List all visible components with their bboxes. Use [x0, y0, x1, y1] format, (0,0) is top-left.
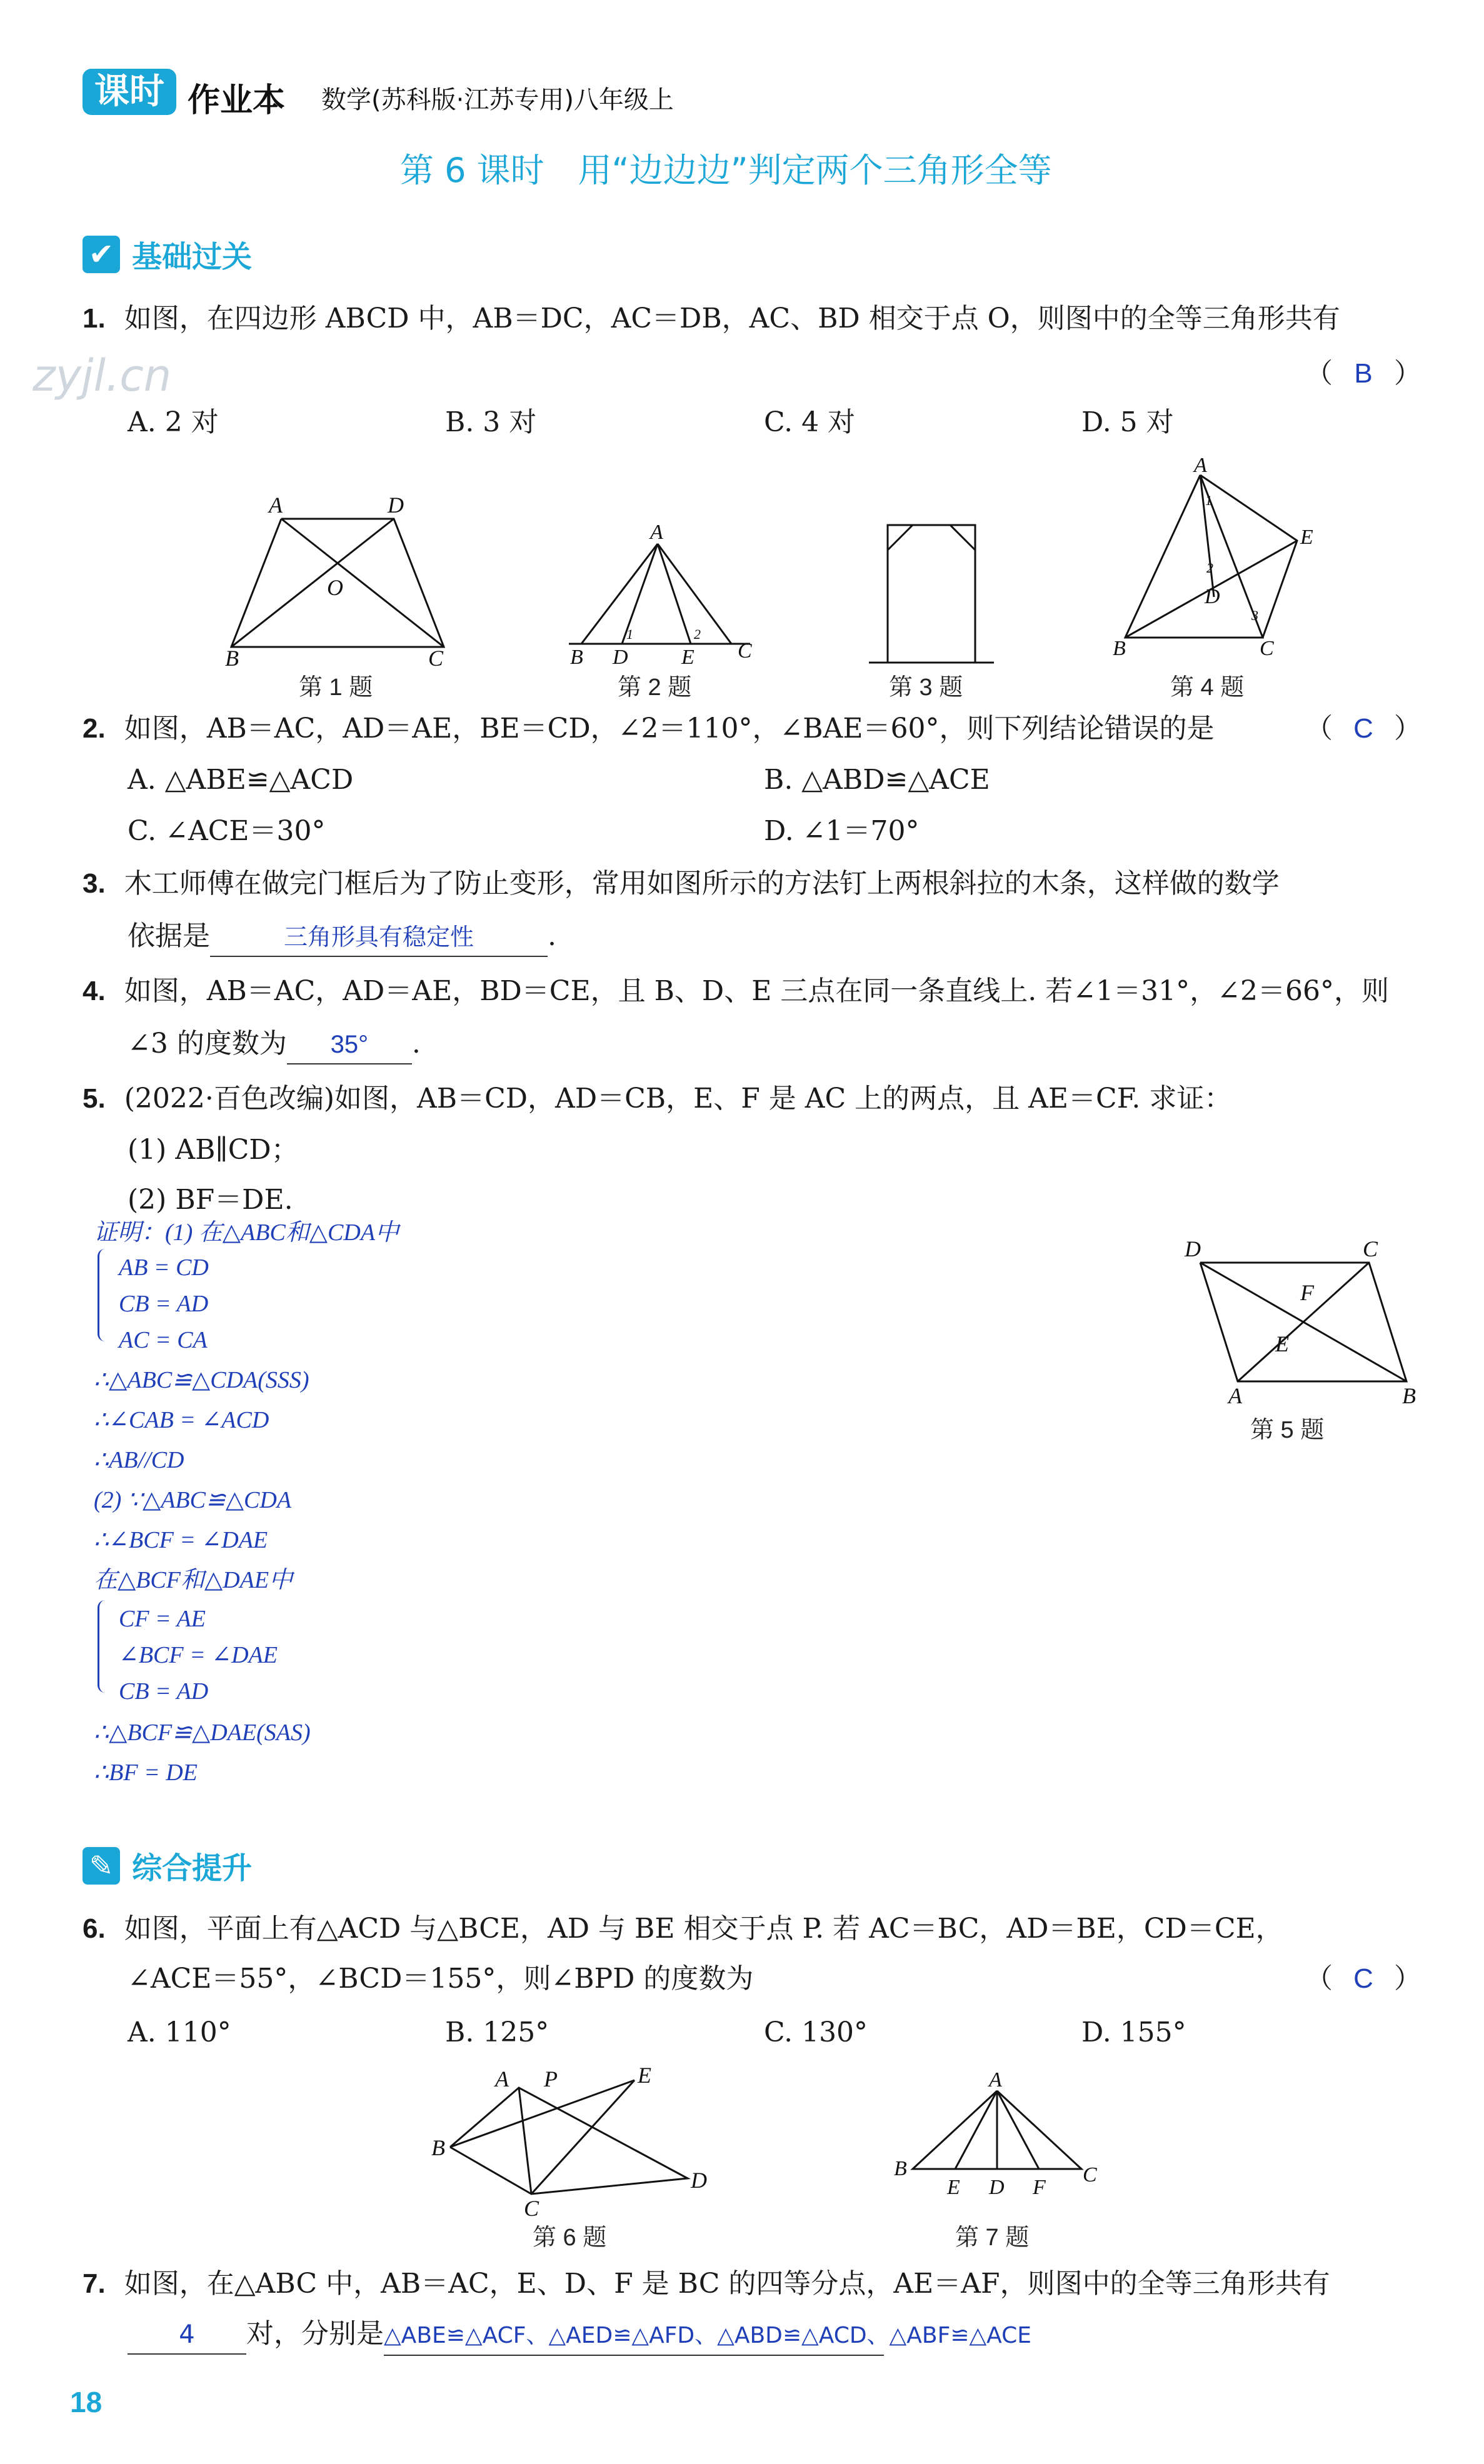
- q6-line2: ∠ACE＝55°，∠BCD＝155°，则∠BPD 的度数为: [128, 1963, 754, 1995]
- q7-line1: 如图，在△ABC 中，AB＝AC，E、D、F 是 BC 的四等分点，AE＝AF，则图中的全等三角形共有: [124, 2268, 1330, 2300]
- svg-text:A: A: [1194, 456, 1207, 477]
- section-advanced-label: 综合提升: [132, 1851, 253, 1886]
- proof-line: ∴∠CAB = ∠ACD: [94, 1407, 269, 1433]
- figure-4: [1106, 456, 1331, 669]
- q1-option-b: B. 3 对: [445, 406, 537, 438]
- q2-answer-value: C: [1353, 713, 1373, 744]
- figure-4-caption: 第 4 题: [1170, 674, 1245, 701]
- q6: [83, 1910, 1283, 1948]
- svg-text:A: A: [269, 493, 283, 518]
- svg-text:D: D: [613, 646, 628, 669]
- q6-option-a: A. 110°: [128, 2016, 231, 2048]
- svg-text:A: A: [495, 2066, 509, 2091]
- svg-text:E: E: [1275, 1331, 1289, 1356]
- figure-7: [888, 2069, 1100, 2213]
- q4-line1: 如图，AB＝AC，AD＝AE，BD＝CE，且 B、D、E 三点在同一条直线上. 若∠1＝31°，∠2＝66°，则: [124, 975, 1389, 1007]
- q4-answer: 35°: [330, 1031, 369, 1058]
- svg-text:B: B: [894, 2157, 907, 2180]
- q5-sub2: (2) BF＝DE.: [128, 1184, 293, 1216]
- q3-line2: [128, 918, 556, 957]
- q7: [83, 2265, 1330, 2303]
- q3-line1: 木工师傅在做完门框后为了防止变形，常用如图所示的方法钉上两根斜拉的木条，这样做的数学: [124, 868, 1280, 899]
- q4: [83, 973, 1389, 1010]
- q5-number: 5.: [83, 1083, 106, 1114]
- svg-text:B: B: [431, 2135, 445, 2160]
- q3-answer: 三角形具有稳定性: [283, 923, 474, 951]
- q5-sub1: (1) AB∥CD；: [128, 1134, 299, 1166]
- q5: [83, 1080, 1231, 1118]
- q2-text: 如图，AB＝AC，AD＝AE，BE＝CD，∠2＝110°，∠BAE＝60°，则下列结论错误的是: [124, 713, 1215, 744]
- proof-line: ∴∠BCF = ∠DAE: [94, 1527, 268, 1553]
- q3: [83, 865, 1280, 903]
- figure-2: [563, 519, 763, 669]
- svg-text:A: A: [1228, 1383, 1242, 1406]
- q2-option-d: D. ∠1＝70°: [764, 815, 920, 847]
- svg-text:C: C: [1363, 1236, 1378, 1261]
- q1-number: 1.: [83, 303, 106, 334]
- q7-number: 7.: [83, 2268, 106, 2299]
- q6-option-b: B. 125°: [445, 2016, 549, 2048]
- q3-suffix: .: [548, 920, 556, 952]
- header-logo: 课时: [83, 69, 176, 115]
- proof-line: AB = CD: [119, 1255, 209, 1281]
- proof-line: 在△BCF和△DAE中: [94, 1567, 293, 1593]
- proof-brace: [98, 1600, 108, 1693]
- q4-number: 4.: [83, 976, 106, 1006]
- q2-option-a: A. △ABE≌△ACD: [128, 764, 354, 796]
- proof-line: AC = CA: [119, 1327, 208, 1353]
- figure-6: [425, 2063, 725, 2219]
- q1-answer: （ B ）: [1305, 355, 1421, 393]
- q6-option-c: C. 130°: [764, 2016, 868, 2048]
- svg-text:F: F: [1033, 2176, 1046, 2199]
- svg-text:B: B: [1402, 1383, 1416, 1406]
- q1-answer-value: B: [1354, 358, 1373, 389]
- svg-text:A: A: [989, 2069, 1002, 2091]
- svg-text:E: E: [681, 646, 694, 669]
- proof-line: ∴△ABC≌△CDA(SSS): [94, 1367, 309, 1393]
- q1-text: 如图，在四边形 ABCD 中，AB＝DC，AC＝DB，AC、BD 相交于点 O，则图中的全等三角形共有: [124, 303, 1340, 334]
- lesson-title: 第 6 课时 用“边边边”判定两个三角形全等: [400, 151, 1052, 190]
- svg-text:P: P: [544, 2066, 558, 2091]
- figure-7-caption: 第 7 题: [955, 2225, 1030, 2251]
- header-subject: 数学(苏科版·江苏专用)八年级上: [321, 86, 674, 114]
- q2: [83, 710, 1215, 748]
- q6-line1: 如图，平面上有△ACD 与△BCE，AD 与 BE 相交于点 P. 若 AC＝BC，AD＝BE，CD＝CE，: [124, 1913, 1283, 1945]
- svg-text:D: D: [1185, 1236, 1201, 1261]
- svg-text:C: C: [1260, 637, 1274, 660]
- watermark: zyjl.cn: [33, 350, 172, 401]
- q6-answer-value: C: [1353, 1963, 1373, 1994]
- q3-number: 3.: [83, 868, 106, 899]
- proof-line: ∴BF = DE: [94, 1760, 198, 1786]
- figure-2-caption: 第 2 题: [618, 674, 692, 701]
- edit-icon: ✎: [83, 1847, 120, 1885]
- q4-prefix: ∠3 的度数为: [128, 1028, 287, 1059]
- q4-suffix: .: [411, 1028, 421, 1059]
- proof-line: ∴AB//CD: [94, 1447, 184, 1473]
- figure-5: [1175, 1231, 1431, 1406]
- section-basic: [83, 233, 252, 273]
- proof-line: 证明：(1) 在△ABC和△CDA中: [94, 1219, 399, 1246]
- svg-text:B: B: [570, 646, 583, 669]
- section-basic-label: 基础过关: [132, 239, 253, 274]
- q1: [83, 300, 1340, 338]
- figure-6-caption: 第 6 题: [533, 2225, 607, 2251]
- figure-3-caption: 第 3 题: [889, 674, 963, 701]
- section-advanced: [83, 1844, 252, 1884]
- q3-prefix: 依据是: [128, 920, 210, 952]
- proof-line: CB = AD: [119, 1291, 209, 1317]
- q7-answer-list: △ABE≌△ACF、△AED≌△AFD、△ABD≌△ACD、△ABF≌△ACE: [384, 2323, 1032, 2348]
- proof-line: (2) ∵△ABC≌△CDA: [94, 1487, 292, 1513]
- q6-number: 6.: [83, 1913, 106, 1944]
- svg-text:B: B: [1113, 637, 1126, 660]
- page-number: 18: [70, 2386, 103, 2418]
- q1-option-c: C. 4 对: [764, 406, 856, 438]
- svg-text:A: A: [650, 521, 663, 544]
- svg-text:E: E: [947, 2176, 960, 2199]
- figure-1: [213, 488, 463, 669]
- svg-text:C: C: [524, 2196, 539, 2219]
- q5-text: (2022·百色改编)如图，AB＝CD，AD＝CB，E、F 是 AC 上的两点，且 AE＝CF. 求证：: [124, 1083, 1232, 1114]
- svg-text:D: D: [1205, 585, 1220, 608]
- q1-option-d: D. 5 对: [1081, 406, 1174, 438]
- q4-line2: [128, 1025, 421, 1064]
- svg-text:F: F: [1300, 1280, 1314, 1305]
- q2-option-c: C. ∠ACE＝30°: [128, 815, 326, 847]
- proof-line: ∠BCF = ∠DAE: [119, 1642, 278, 1668]
- q7-line2: [128, 2315, 1032, 2356]
- svg-text:C: C: [428, 646, 444, 669]
- header-book-name: 作业本: [188, 82, 286, 119]
- figure-1-caption: 第 1 题: [299, 674, 373, 701]
- checkbox-icon: ✔: [83, 236, 120, 273]
- svg-text:2: 2: [694, 626, 701, 642]
- svg-text:C: C: [738, 639, 752, 663]
- svg-text:E: E: [638, 2063, 651, 2088]
- q2-answer: （ C ）: [1305, 710, 1421, 748]
- svg-text:D: D: [388, 493, 404, 518]
- svg-text:D: D: [691, 2168, 707, 2193]
- svg-text:C: C: [1083, 2163, 1097, 2186]
- proof-line: ∴△BCF≌△DAE(SAS): [94, 1720, 311, 1746]
- svg-text:1: 1: [1205, 493, 1212, 508]
- figure-5-caption: 第 5 题: [1250, 1417, 1325, 1443]
- q2-number: 2.: [83, 713, 106, 744]
- q2-option-b: B. △ABD≌△ACE: [764, 764, 990, 796]
- q1-option-a: A. 2 对: [128, 406, 219, 438]
- proof-brace: [98, 1249, 108, 1341]
- q6-answer: （ C ）: [1305, 1960, 1421, 1998]
- q6-option-d: D. 155°: [1081, 2016, 1186, 2048]
- proof-line: CB = AD: [119, 1678, 209, 1705]
- figure-3: [863, 513, 1000, 669]
- svg-text:3: 3: [1251, 608, 1258, 623]
- svg-text:O: O: [327, 575, 343, 600]
- q7-mid: 对，分别是: [246, 2318, 384, 2350]
- svg-text:E: E: [1300, 526, 1313, 549]
- q7-count: 4: [179, 2320, 195, 2349]
- svg-text:D: D: [989, 2176, 1005, 2199]
- svg-text:1: 1: [626, 626, 633, 642]
- svg-text:B: B: [225, 646, 239, 669]
- proof-line: CF = AE: [119, 1606, 206, 1632]
- svg-text:2: 2: [1206, 560, 1213, 576]
